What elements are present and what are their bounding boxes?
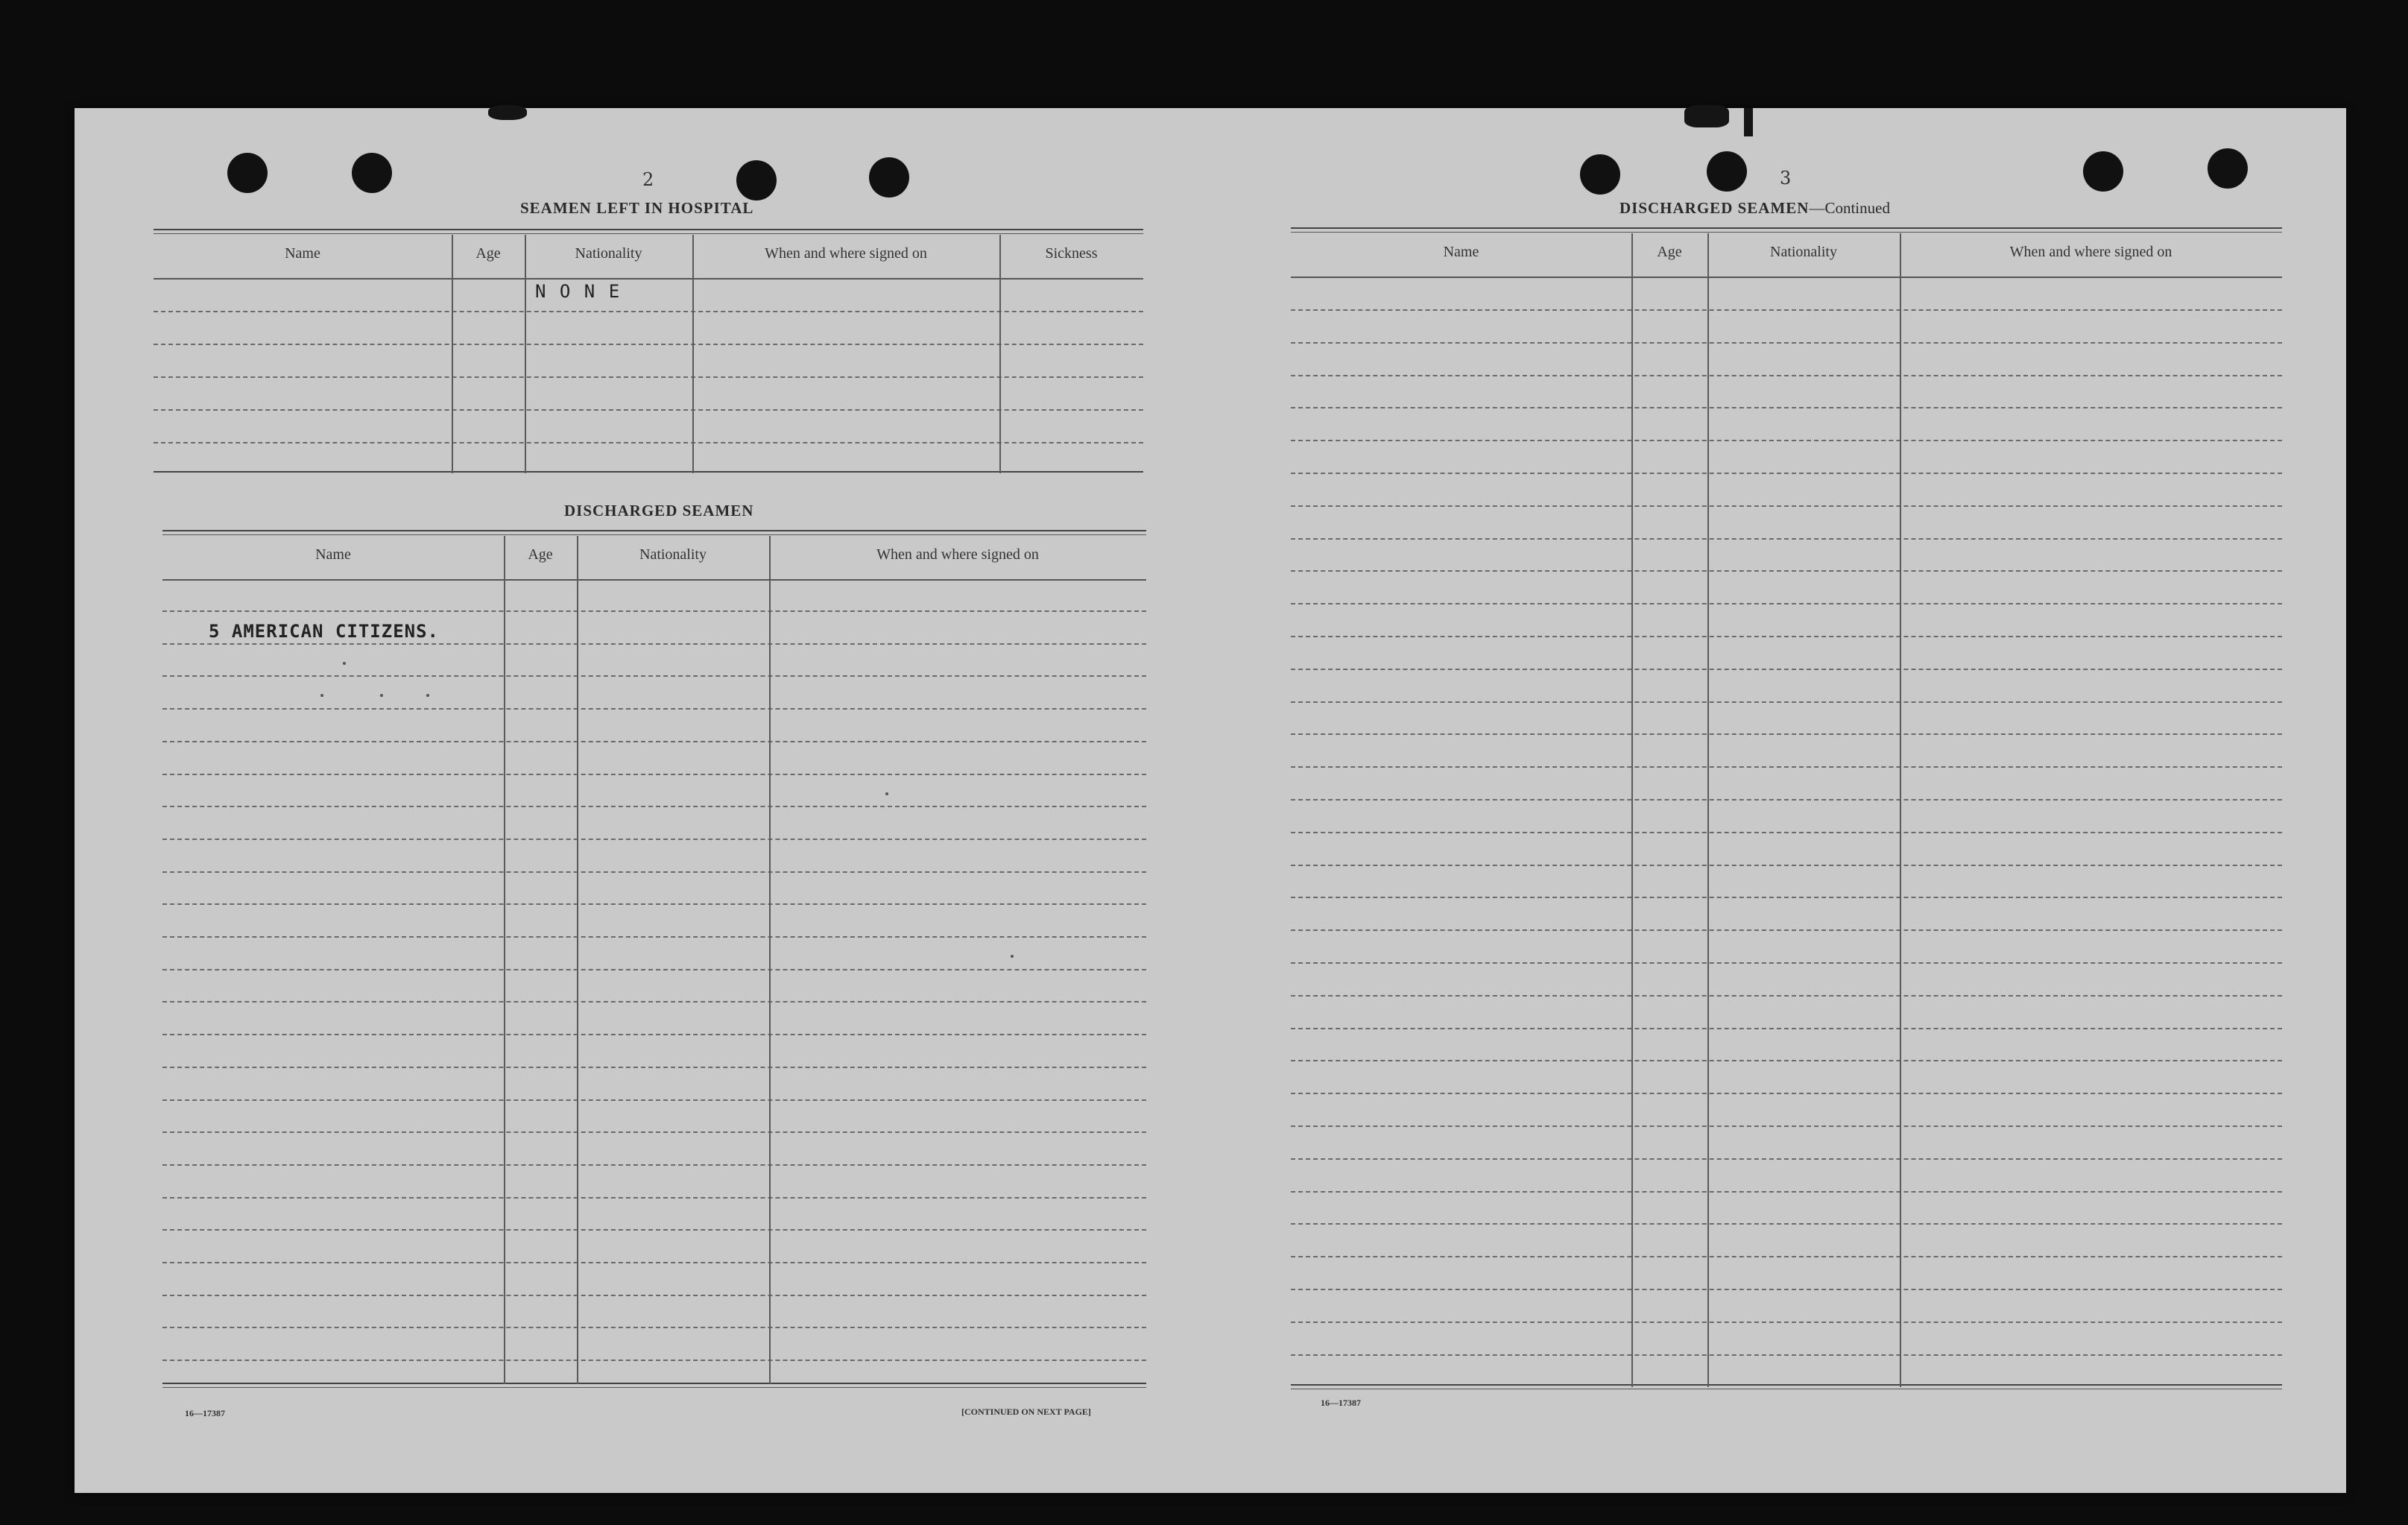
entry-line — [1291, 1191, 2282, 1193]
paper-speck — [380, 694, 383, 697]
entry-line — [1291, 538, 2282, 540]
table-rule — [162, 534, 1146, 535]
column-header-nationality: Nationality — [575, 245, 642, 262]
edge-damage — [488, 105, 527, 120]
table-rule — [162, 1387, 1146, 1388]
page-number-left: 2 — [642, 169, 654, 190]
entry-line — [154, 409, 1143, 411]
column-header-age: Age — [475, 245, 501, 262]
column-divider — [525, 235, 526, 473]
column-divider — [577, 536, 578, 1384]
entry-line — [1291, 1158, 2282, 1160]
column-divider — [1631, 233, 1633, 1387]
entry-line — [1291, 636, 2282, 637]
entry-line — [1291, 897, 2282, 898]
entry-line — [1291, 570, 2282, 572]
punch-hole — [736, 160, 777, 201]
entry-line — [1291, 865, 2282, 866]
table-rule — [154, 233, 1143, 234]
entry-line — [162, 1131, 1146, 1133]
edge-damage — [1744, 108, 1753, 136]
entry-line — [1291, 1093, 2282, 1094]
entry-line — [1291, 832, 2282, 833]
entry-line — [162, 1295, 1146, 1296]
entry-line — [1291, 1028, 2282, 1029]
entry-line — [162, 1197, 1146, 1199]
column-header-name: Name — [285, 245, 320, 262]
entry-line — [1291, 995, 2282, 997]
entry-line — [162, 1229, 1146, 1231]
column-header-age: Age — [1657, 244, 1682, 260]
discharged-entry: 5 AMERICAN CITIZENS. — [209, 621, 439, 642]
entry-line — [162, 643, 1146, 645]
entry-line — [1291, 375, 2282, 376]
table-rule — [1291, 227, 2282, 229]
column-header-name: Name — [1443, 244, 1479, 260]
table-rule — [154, 471, 1143, 473]
hospital-section-title: SEAMEN LEFT IN HOSPITAL — [520, 199, 754, 217]
document-sheet — [75, 108, 2346, 1493]
punch-hole — [1707, 151, 1747, 192]
right-title-continued: —Continued — [1809, 199, 1890, 217]
punch-hole — [2083, 151, 2123, 192]
table-rule — [162, 530, 1146, 531]
entry-line — [1291, 1125, 2282, 1127]
entry-line — [1291, 733, 2282, 735]
entry-line — [1291, 1256, 2282, 1257]
entry-line — [1291, 505, 2282, 507]
form-number-right: 16—17387 — [1321, 1398, 1361, 1408]
entry-line — [1291, 962, 2282, 964]
entry-line — [162, 774, 1146, 775]
paper-speck — [426, 694, 429, 697]
entry-line — [1291, 929, 2282, 931]
punch-hole — [2208, 148, 2248, 189]
page-number-right: 3 — [1780, 168, 1792, 189]
table-rule — [162, 1383, 1146, 1384]
punch-hole — [227, 153, 268, 193]
discharged-section-title: DISCHARGED SEAMEN — [564, 502, 754, 520]
right-section-title — [1619, 199, 1890, 218]
entry-line — [162, 1327, 1146, 1328]
column-header-sickness: Sickness — [1045, 245, 1098, 262]
entry-line — [1291, 1354, 2282, 1356]
entry-line — [162, 1164, 1146, 1166]
edge-damage — [1684, 105, 1729, 127]
column-divider — [692, 235, 694, 473]
column-divider — [1707, 233, 1709, 1387]
entry-line — [162, 806, 1146, 807]
table-rule — [162, 579, 1146, 581]
table-rule — [1291, 232, 2282, 233]
entry-line — [154, 442, 1143, 443]
table-rule — [154, 229, 1143, 230]
entry-line — [1291, 407, 2282, 408]
column-header-age: Age — [528, 546, 553, 563]
table-rule — [1291, 277, 2282, 278]
entry-line — [1291, 309, 2282, 311]
entry-line — [1291, 473, 2282, 474]
column-header-name: Name — [315, 546, 351, 563]
entry-line — [1291, 342, 2282, 344]
continued-note: [CONTINUED ON NEXT PAGE] — [961, 1406, 1091, 1417]
entry-line — [162, 1262, 1146, 1263]
paper-speck — [320, 694, 323, 697]
entry-line — [162, 675, 1146, 677]
entry-line — [154, 344, 1143, 345]
hospital-entry-none: N O N E — [535, 281, 622, 302]
entry-line — [162, 839, 1146, 840]
column-header-signed-on: When and where signed on — [765, 245, 927, 262]
column-header-signed-on: When and where signed on — [2009, 244, 2172, 260]
paper-speck — [343, 662, 346, 665]
table-rule — [1291, 1384, 2282, 1386]
column-header-nationality: Nationality — [639, 546, 707, 563]
entry-line — [1291, 766, 2282, 768]
table-rule — [154, 278, 1143, 280]
column-divider — [999, 235, 1001, 473]
entry-line — [162, 708, 1146, 710]
discharged-table — [162, 530, 1146, 1402]
column-divider — [769, 536, 771, 1384]
right-title-main: DISCHARGED SEAMEN — [1619, 199, 1810, 217]
entry-line — [1291, 701, 2282, 703]
entry-line — [162, 903, 1146, 905]
entry-line — [162, 741, 1146, 742]
entry-line — [162, 969, 1146, 970]
entry-line — [1291, 440, 2282, 441]
entry-line — [162, 1360, 1146, 1361]
punch-hole — [352, 153, 392, 193]
entry-line — [1291, 669, 2282, 670]
form-number-left: 16—17387 — [185, 1408, 225, 1418]
discharged-table-continued — [1291, 227, 2282, 1409]
column-divider — [1900, 233, 1901, 1387]
hospital-table — [154, 229, 1143, 485]
entry-line — [162, 871, 1146, 873]
column-header-signed-on: When and where signed on — [876, 546, 1039, 563]
punch-hole — [1580, 154, 1620, 195]
entry-line — [1291, 799, 2282, 801]
punch-hole — [869, 157, 909, 198]
entry-line — [162, 1067, 1146, 1068]
entry-line — [1291, 1322, 2282, 1323]
entry-line — [1291, 603, 2282, 604]
entry-line — [154, 376, 1143, 378]
entry-line — [154, 311, 1143, 312]
entry-line — [1291, 1223, 2282, 1225]
paper-speck — [1011, 955, 1014, 958]
entry-line — [162, 936, 1146, 938]
column-header-nationality: Nationality — [1770, 244, 1837, 260]
column-divider — [504, 536, 505, 1384]
entry-line — [162, 1099, 1146, 1101]
paper-speck — [885, 792, 888, 795]
entry-line — [162, 1034, 1146, 1035]
entry-line — [1291, 1289, 2282, 1290]
entry-line — [162, 610, 1146, 612]
entry-line — [1291, 1060, 2282, 1061]
column-divider — [452, 235, 453, 473]
entry-line — [162, 1001, 1146, 1003]
